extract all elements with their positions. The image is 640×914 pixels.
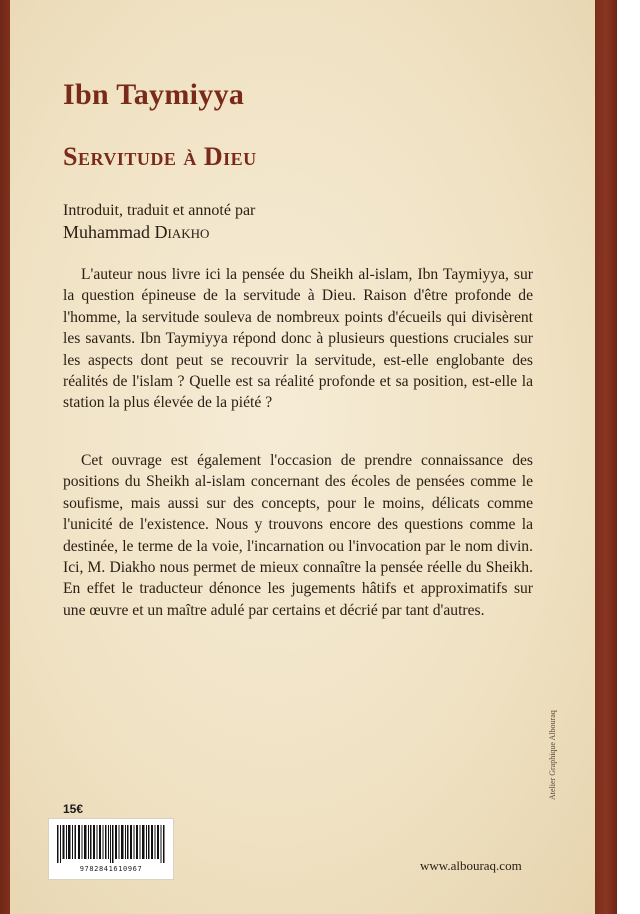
- credit-line: Introduit, traduit et annoté par: [63, 202, 256, 219]
- barcode: [48, 818, 174, 880]
- graphic-credit: Atelier Graphique Albouraq: [548, 710, 557, 800]
- translator-name: [63, 222, 209, 243]
- book-title: Servitude à Dieu: [63, 142, 257, 171]
- price-label: 15€: [63, 802, 84, 816]
- translator-first-name: Muhammad: [63, 222, 150, 242]
- summary-paragraph-1: L'auteur nous livre ici la pensée du Sheikh al-islam, Ibn Taymiyya, sur la question épineuse de la servitude à Dieu. Raison d'être profonde de l'homme, la servitude souleva de nombreux points d'écueils qui divisèrent les savants. Ibn Taymiyya répond donc à plusieurs questions cruciales sur les aspects dont peut se recouvrir la servitude, est-elle englobante des réalités de l'islam ? Quelle est sa réalité profonde et sa position, est-elle la station la plus élevée de la piété ?: [63, 266, 533, 412]
- summary-paragraph-2: Cet ouvrage est également l'occasion de prendre connaissance des positions du Sheikh al-islam concernant des écoles de pensées comme le soufisme, mais aussi sur des concepts, pour le moins, délicats comme l'unicité de l'existence. Nous y trouvons encore des questions comme la destinée, le terme de la voie, l'incarnation ou l'invocation par le nom divin. Ici, M. Diakho nous permet de mieux connaître la pensée réelle du Sheikh. En effet le traducteur dénonce les jugements hâtifs et approximatifs sur une œuvre et un maître adulé par certains et décrié par tant d'autres.: [63, 452, 533, 619]
- publisher-website: www.albouraq.com: [420, 858, 522, 873]
- isbn-number: 9782841610967: [79, 865, 143, 873]
- barcode-bars-icon: [57, 825, 165, 863]
- book-spine: [595, 0, 617, 914]
- translator-last-name: Diakho: [154, 222, 210, 242]
- author-name: Ibn Taymiyya: [63, 78, 245, 111]
